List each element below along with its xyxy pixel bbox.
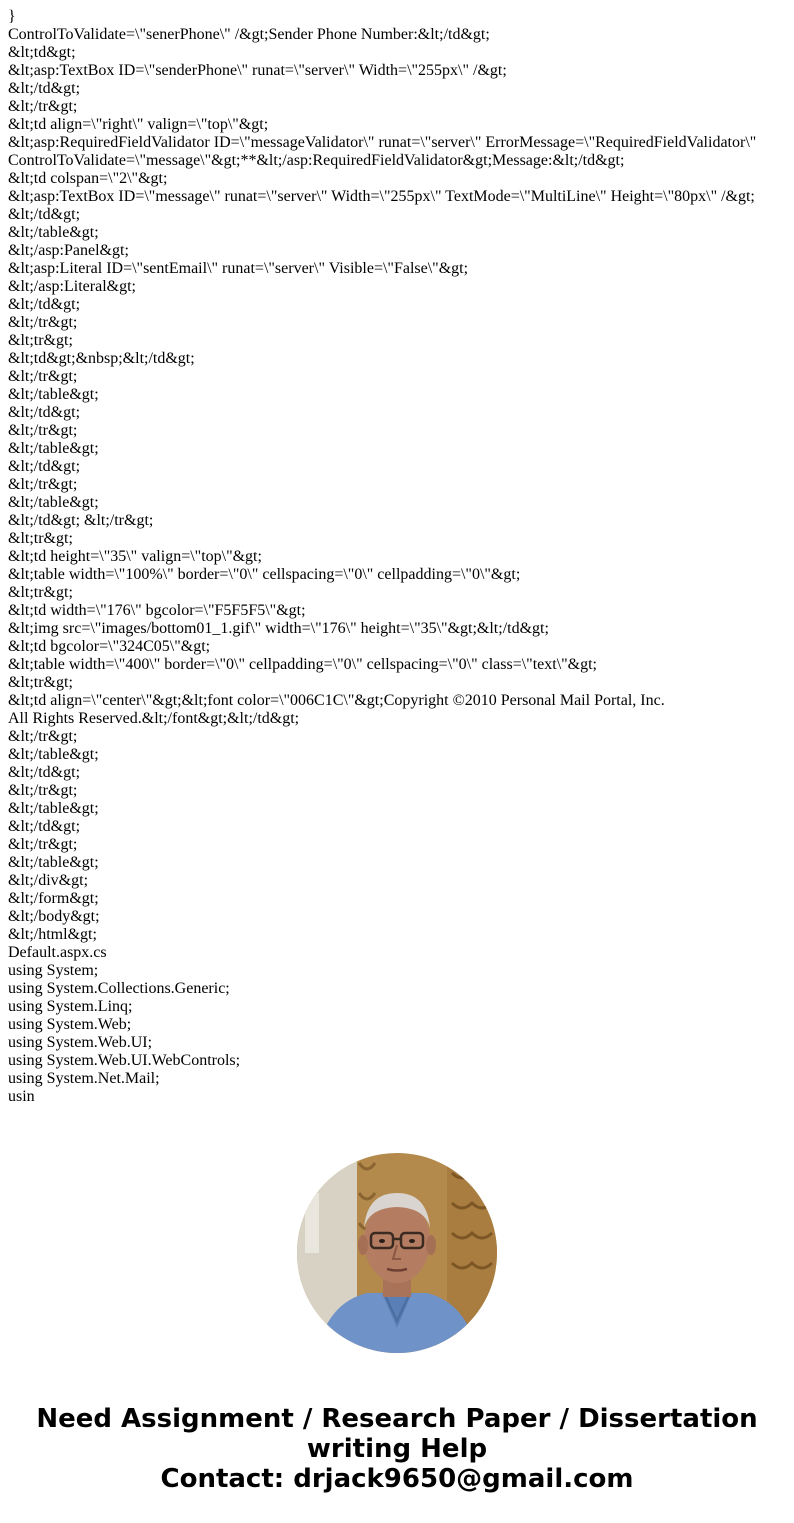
- code-line: &lt;asp:Literal ID=\"sentEmail\" runat=\"server\" Visible=\"False\"&gt;: [8, 260, 469, 277]
- code-line: &lt;asp:TextBox ID=\"senderPhone\" runat=\"server\" Width=\"255px\" /&gt;: [8, 62, 507, 79]
- code-line: &lt;/table&gt;: [8, 440, 99, 457]
- promo-contact: Contact: drjack9650@gmail.com: [160, 1464, 634, 1494]
- promo-line-2: writing Help: [306, 1434, 488, 1464]
- code-line: &lt;table width=\"100%\" border=\"0\" cellspacing=\"0\" cellpadding=\"0\"&gt;: [8, 566, 521, 583]
- code-line: usin: [8, 1088, 35, 1105]
- code-line: }: [8, 8, 16, 25]
- code-line: &lt;/asp:Panel&gt;: [8, 242, 129, 259]
- code-line: &lt;/tr&gt;: [8, 836, 78, 853]
- code-line: using System.Web.UI.WebControls;: [8, 1052, 241, 1069]
- code-line: &lt;asp:TextBox ID=\"message\" runat=\"server\" Width=\"255px\" TextMode=\"MultiLine\" Height=\"80px\" /&gt;: [8, 188, 755, 205]
- code-line: &lt;/td&gt;: [8, 296, 81, 313]
- code-line: &lt;/div&gt;: [8, 872, 89, 889]
- code-line: &lt;/table&gt;: [8, 800, 99, 817]
- code-line: &lt;td bgcolor=\"324C05\"&gt;: [8, 638, 211, 655]
- code-line: &lt;asp:RequiredFieldValidator ID=\"messageValidator\" runat=\"server\" ErrorMessage=\"RequiredFieldValidator\": [8, 134, 757, 151]
- code-line: &lt;/table&gt;: [8, 224, 99, 241]
- code-line: &lt;td height=\"35\" valign=\"top\"&gt;: [8, 548, 262, 565]
- code-line: &lt;img src=\"images/bottom01_1.gif\" width=\"176\" height=\"35\"&gt;&lt;/td&gt;: [8, 620, 549, 637]
- code-line: &lt;/tr&gt;: [8, 368, 78, 385]
- promo-banner: [0, 1404, 794, 1494]
- code-line: &lt;td colspan=\"2\"&gt;: [8, 170, 168, 187]
- code-line: &lt;td align=\"right\" valign=\"top\"&gt;: [8, 116, 269, 133]
- code-line: &lt;tr&gt;: [8, 584, 73, 601]
- code-line: using System.Linq;: [8, 998, 133, 1015]
- code-line: &lt;td&gt;: [8, 44, 76, 61]
- code-line: &lt;/td&gt;: [8, 206, 81, 223]
- code-line: &lt;/form&gt;: [8, 890, 99, 907]
- code-line: &lt;/table&gt;: [8, 854, 99, 871]
- code-line: &lt;/td&gt;: [8, 764, 81, 781]
- code-line: &lt;td align=\"center\"&gt;&lt;font color=\"006C1C\"&gt;Copyright ©2010 Personal Mail Portal, Inc.: [8, 692, 665, 709]
- code-line: All Rights Reserved.&lt;/font&gt;&lt;/td&gt;: [8, 710, 300, 727]
- promo-line-1: Need Assignment / Research Paper / Dissertation: [36, 1404, 758, 1434]
- code-line: &lt;td&gt;&nbsp;&lt;/td&gt;: [8, 350, 195, 367]
- portrait-illustration: [297, 1153, 497, 1353]
- code-line: &lt;/table&gt;: [8, 494, 99, 511]
- code-line: &lt;/body&gt;: [8, 908, 100, 925]
- code-line: Default.aspx.cs: [8, 944, 107, 961]
- code-line: &lt;/td&gt;: [8, 404, 81, 421]
- code-line: &lt;table width=\"400\" border=\"0\" cellpadding=\"0\" cellspacing=\"0\" class=\"text\"&gt;: [8, 656, 597, 673]
- code-line: &lt;/tr&gt;: [8, 728, 78, 745]
- code-listing: [8, 8, 788, 1106]
- code-line: using System.Web.UI;: [8, 1034, 153, 1051]
- code-line: &lt;/td&gt;: [8, 80, 81, 97]
- code-line: &lt;/td&gt; &lt;/tr&gt;: [8, 512, 154, 529]
- code-line: using System.Net.Mail;: [8, 1070, 160, 1087]
- code-line: &lt;tr&gt;: [8, 674, 73, 691]
- code-line: &lt;/tr&gt;: [8, 476, 78, 493]
- code-line: &lt;/tr&gt;: [8, 422, 78, 439]
- code-line: &lt;/tr&gt;: [8, 782, 78, 799]
- code-line: &lt;td width=\"176\" bgcolor=\"F5F5F5\"&gt;: [8, 602, 306, 619]
- code-line: &lt;/html&gt;: [8, 926, 97, 943]
- code-line: &lt;/tr&gt;: [8, 98, 78, 115]
- code-line: ControlToValidate=\"senerPhone\" /&gt;Sender Phone Number:&lt;/td&gt;: [8, 26, 490, 43]
- code-line: &lt;/table&gt;: [8, 386, 99, 403]
- code-line: &lt;tr&gt;: [8, 530, 73, 547]
- code-line: &lt;/asp:Literal&gt;: [8, 278, 136, 295]
- code-line: using System.Collections.Generic;: [8, 980, 230, 997]
- author-portrait: [297, 1153, 497, 1353]
- code-line: &lt;/table&gt;: [8, 746, 99, 763]
- code-line: using System;: [8, 962, 99, 979]
- code-line: &lt;/td&gt;: [8, 458, 81, 475]
- code-line: ControlToValidate=\"message\"&gt;**&lt;/asp:RequiredFieldValidator&gt;Message:&lt;/td&gt;: [8, 152, 625, 169]
- code-line: &lt;/td&gt;: [8, 818, 81, 835]
- code-line: using System.Web;: [8, 1016, 132, 1033]
- code-line: &lt;/tr&gt;: [8, 314, 78, 331]
- code-line: &lt;tr&gt;: [8, 332, 73, 349]
